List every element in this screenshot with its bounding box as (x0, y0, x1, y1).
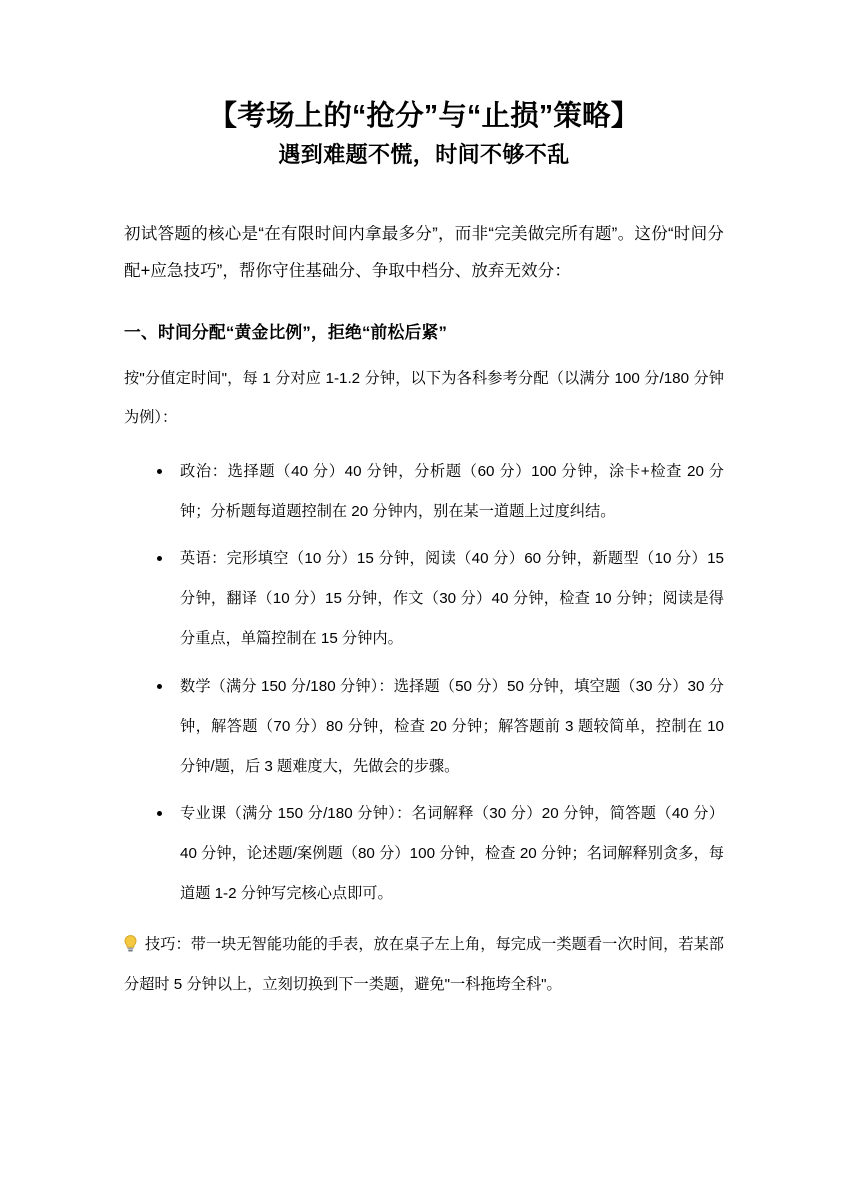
lightbulb-icon (124, 935, 145, 953)
tip-text: 技巧：带一块无智能功能的手表，放在桌子左上角，每完成一类题看一次时间，若某部分超时 5 分钟以上，立刻切换到下一类题，避免"一科拖垮全科"。 (124, 935, 724, 993)
intro-paragraph: 初试答题的核心是“在有限时间内拿最多分”，而非“完美做完所有题”。这份“时间分配+应急技巧”，帮你守住基础分、争取中档分、放弃无效分： (124, 225, 724, 280)
bullet-icon (157, 556, 162, 561)
document-content (124, 0, 724, 1005)
section-lead-1: 按"分值定时间"，每 1 分对应 1-1.2 分钟，以下为各科参考分配（以满分 100 分/180 分钟为例）： (124, 369, 724, 427)
list-item (124, 452, 724, 532)
list-item-text: 政治：选择题（40 分）40 分钟，分析题（60 分）100 分钟，涂卡+检查 20 分钟；分析题每道题控制在 20 分钟内，别在某一道题上过度纠结。 (180, 462, 724, 520)
section-heading-1: 一、时间分配“黄金比例”，拒绝“前松后紧” (124, 322, 448, 342)
bullet-icon (157, 811, 162, 816)
list-item-text: 专业课（满分 150 分/180 分钟）：名词解释（30 分）20 分钟，简答题（40 分）40 分钟，论述题/案例题（80 分）100 分钟，检查 20 分钟；名词解释别贪多，每道题 1-2 分钟写完核心点即可。 (180, 805, 724, 903)
list-item (124, 667, 724, 786)
page-subtitle: 遇到难题不慌，时间不够不乱 (278, 141, 570, 167)
list-item (124, 794, 724, 913)
subject-time-allocation-list (124, 452, 724, 914)
tip-paragraph (124, 914, 724, 1005)
list-item-text: 数学（满分 150 分/180 分钟）：选择题（50 分）50 分钟，填空题（30 分）30 分钟，解答题（70 分）80 分钟，检查 20 分钟；解答题前 3 题较简单，控制在 10 分钟/题，后 3 题难度大，先做会的步骤。 (180, 677, 724, 775)
list-item (124, 539, 724, 658)
list-item-text: 英语：完形填空（10 分）15 分钟，阅读（40 分）60 分钟，新题型（10 分）15 分钟，翻译（10 分）15 分钟，作文（30 分）40 分钟，检查 10 分钟；阅读是得分重点，单篇控制在 15 分钟内。 (180, 550, 724, 648)
bullet-icon (157, 684, 162, 689)
page-title: 【考场上的“抢分”与“止损”策略】 (208, 100, 640, 132)
bullet-icon (157, 469, 162, 474)
